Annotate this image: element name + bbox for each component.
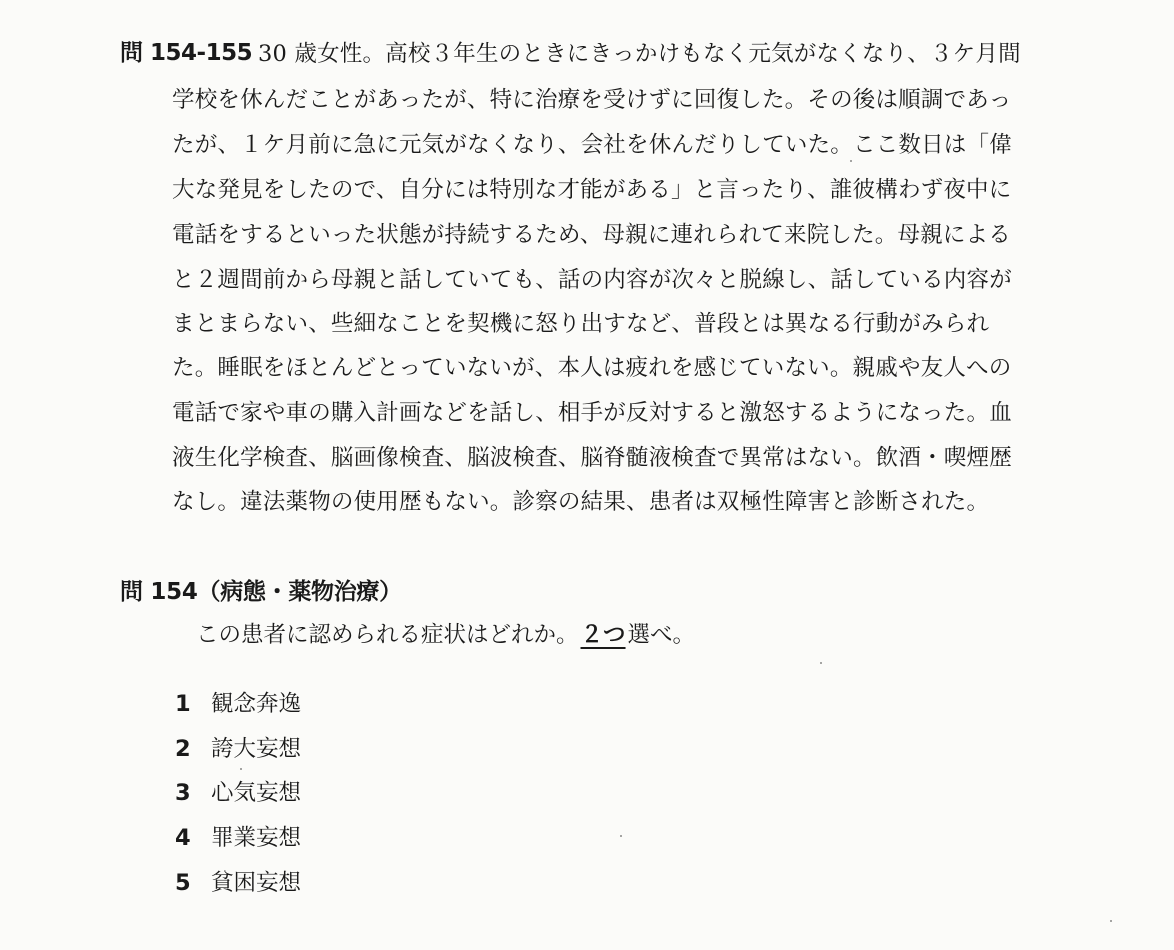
case-stem-line: 電話で家や車の購入計画などを話し、相手が反対すると激怒するようになった。血 bbox=[172, 400, 1012, 426]
choice-text: 罪業妄想 bbox=[211, 825, 302, 851]
case-label: 問 154-155 bbox=[120, 40, 253, 66]
case-stem-line: なし。違法薬物の使用歴もない。診察の結果、患者は双極性障害と診断された。 bbox=[172, 489, 990, 515]
question-prompt-text: この患者に認められる症状はどれか。 bbox=[196, 622, 579, 648]
case-stem-line: 学校を休んだことがあったが、特に治療を受けずに回復した。その後は順調であっ bbox=[172, 87, 1012, 113]
answer-choice-3[interactable] bbox=[175, 775, 301, 807]
case-stem-line: たが、１ケ月前に急に元気がなくなり、会社を休んだりしていた。ここ数日は「偉 bbox=[172, 132, 1012, 158]
choice-number: 1 bbox=[175, 691, 191, 717]
choice-text: 貧困妄想 bbox=[211, 870, 302, 896]
scan-speck bbox=[850, 160, 852, 162]
case-stem-line: 電話をするといった状態が持続するため、母親に連れられて来院した。母親による bbox=[172, 222, 1012, 248]
choice-text: 誇大妄想 bbox=[211, 736, 302, 762]
choice-number: 5 bbox=[175, 870, 191, 896]
case-stem-line: まとまらない、些細なことを契機に怒り出すなど、普段とは異なる行動がみられ bbox=[172, 311, 990, 337]
case-stem-line: 大な発見をしたので、自分には特別な才能がある」と言ったり、誰彼構わず夜中に bbox=[172, 177, 1012, 203]
case-stem-line: た。睡眠をほとんどとっていないが、本人は疲れを感じていない。親戚や友人への bbox=[172, 355, 1012, 381]
question-prompt bbox=[196, 617, 695, 649]
choice-text: 心気妄想 bbox=[211, 780, 302, 806]
question-prompt-suffix: 選べ。 bbox=[627, 622, 696, 648]
case-stem-line: 液生化学検査、脳画像検査、脳波検査、脳脊髄液検査で異常はない。飲酒・喫煙歴 bbox=[172, 445, 1012, 471]
answer-choice-2[interactable] bbox=[175, 731, 301, 763]
answer-choice-4[interactable] bbox=[175, 820, 301, 852]
case-stem-line: と２週間前から母親と話していても、話の内容が次々と脱線し、話している内容が bbox=[172, 267, 1012, 293]
answer-choice-1[interactable] bbox=[175, 686, 301, 718]
scan-speck bbox=[240, 768, 242, 770]
scan-speck bbox=[820, 662, 822, 664]
choice-number: 2 bbox=[175, 736, 191, 762]
question-label: 問 154（病態・薬物治療） bbox=[120, 579, 402, 605]
question-prompt-emphasis: ２つ bbox=[580, 622, 626, 648]
choice-number: 4 bbox=[175, 825, 191, 851]
choice-text: 観念奔逸 bbox=[211, 691, 302, 717]
choice-number: 3 bbox=[175, 780, 191, 806]
scan-speck bbox=[620, 835, 622, 837]
answer-choice-5[interactable] bbox=[175, 865, 301, 897]
scan-speck bbox=[1110, 920, 1112, 922]
case-stem-line: 30 歳女性。高校３年生のときにきっかけもなく元気がなくなり、３ケ月間 bbox=[258, 41, 1021, 67]
